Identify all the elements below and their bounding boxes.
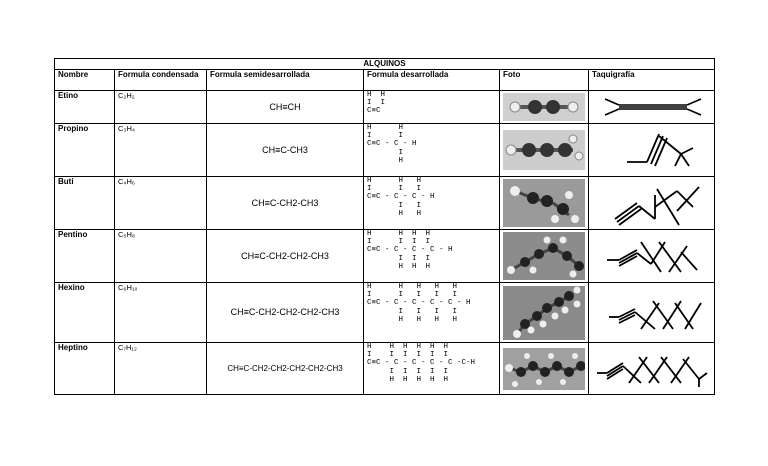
row-developed-formula: H H H H H H I I I I I I C≡C - C - C - C - C -C-H I I I I I H H H H H bbox=[364, 343, 500, 395]
row-name: Heptino bbox=[55, 343, 115, 395]
row-developed-formula: H H I I C≡C - C - H I H bbox=[364, 124, 500, 177]
table-title: ALQUINOS bbox=[55, 59, 715, 70]
molecule-photo bbox=[500, 230, 589, 283]
row-name: Hexino bbox=[55, 283, 115, 343]
row-semi-formula: CH≡C-CH2-CH2-CH2-CH3 bbox=[207, 283, 364, 343]
skeletal-formula bbox=[589, 283, 715, 343]
row-condensed-formula: C₃H₄ bbox=[115, 124, 207, 177]
row-developed-formula: H H H I I I C≡C - C - C - H I I H H bbox=[364, 177, 500, 230]
molecule-photo bbox=[500, 124, 589, 177]
table-row bbox=[55, 124, 715, 177]
row-developed-formula: H H I I C≡C bbox=[364, 91, 500, 124]
row-condensed-formula: C₇H₁₂ bbox=[115, 343, 207, 395]
skeletal-formula bbox=[589, 177, 715, 230]
row-semi-formula: CH≡C-CH2-CH2-CH3 bbox=[207, 230, 364, 283]
row-name: Pentino bbox=[55, 230, 115, 283]
row-semi-formula: CH≡C-CH2-CH3 bbox=[207, 177, 364, 230]
header-formula-condensada: Formula condensada bbox=[115, 70, 207, 91]
molecule-photo bbox=[500, 343, 589, 395]
row-name: Buti bbox=[55, 177, 115, 230]
table-row bbox=[55, 230, 715, 283]
row-developed-formula: H H H H I I I I C≡C - C - C - C - H I I I H H H bbox=[364, 230, 500, 283]
molecule-photo bbox=[500, 283, 589, 343]
header-nombre: Nombre bbox=[55, 70, 115, 91]
alquinos-table bbox=[54, 58, 715, 395]
row-developed-formula: H H H H H I I I I I C≡C - C - C - C - C - H I I I I H H H H bbox=[364, 283, 500, 343]
molecule-photo bbox=[500, 91, 589, 124]
table-row bbox=[55, 91, 715, 124]
row-semi-formula: CH≡C-CH3 bbox=[207, 124, 364, 177]
row-name: Etino bbox=[55, 91, 115, 124]
header-taquigrafia: Taquigrafía bbox=[589, 70, 715, 91]
row-condensed-formula: C₂H₂ bbox=[115, 91, 207, 124]
header-formula-desarrollada: Formula desarrollada bbox=[364, 70, 500, 91]
row-condensed-formula: C₄H₆ bbox=[115, 177, 207, 230]
skeletal-formula bbox=[589, 230, 715, 283]
table-row bbox=[55, 177, 715, 230]
table-row bbox=[55, 343, 715, 395]
row-name: Propino bbox=[55, 124, 115, 177]
table-row bbox=[55, 283, 715, 343]
row-condensed-formula: C₆H₁₀ bbox=[115, 283, 207, 343]
molecule-photo bbox=[500, 177, 589, 230]
skeletal-formula bbox=[589, 343, 715, 395]
skeletal-formula bbox=[589, 124, 715, 177]
row-semi-formula: CH≡C-CH2-CH2-CH2-CH2-CH3 bbox=[207, 343, 364, 395]
header-foto: Foto bbox=[500, 70, 589, 91]
row-condensed-formula: C₅H₈ bbox=[115, 230, 207, 283]
header-formula-semidesarrollada: Formula semidesarrollada bbox=[207, 70, 364, 91]
row-semi-formula: CH≡CH bbox=[207, 91, 364, 124]
skeletal-formula bbox=[589, 91, 715, 124]
